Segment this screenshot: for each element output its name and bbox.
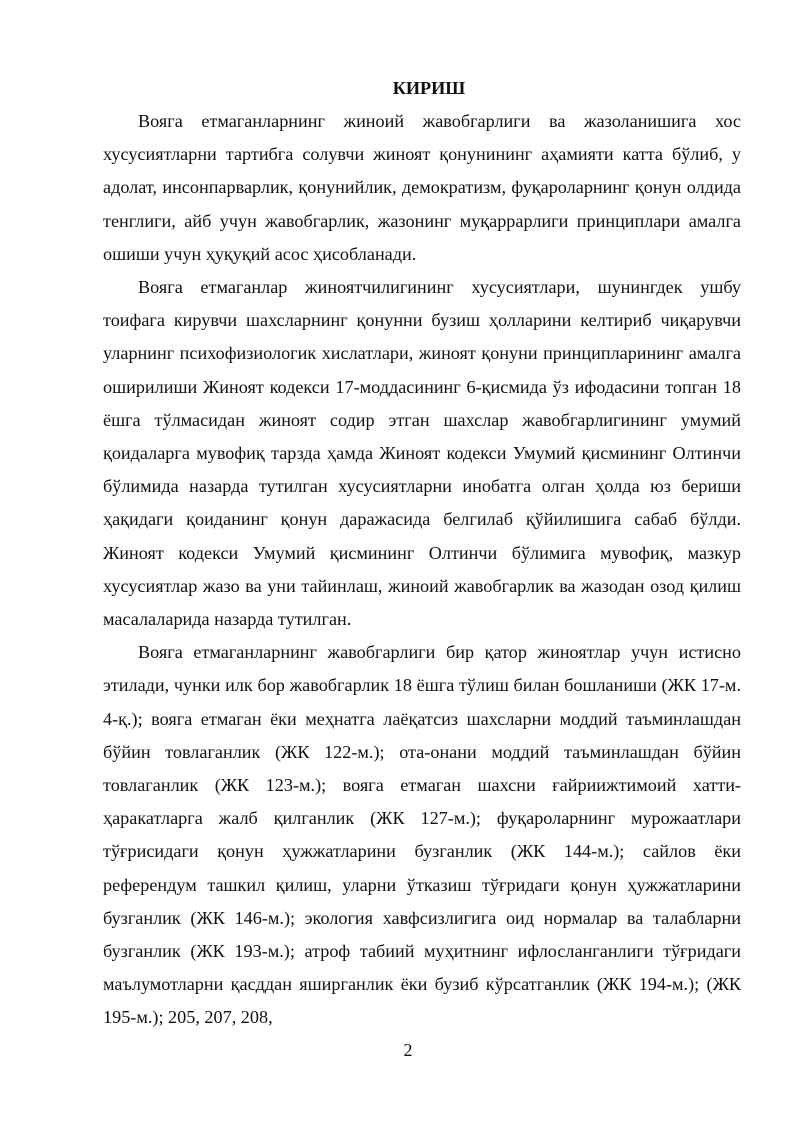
paragraph-1: Вояга етмаганларнинг жиноий жавобгарлиги ва жазоланишига хос хусусиятларни тартибга солувчи жиноят қонунининг аҳамияти катта бўлиб, у адолат, инсонпарварлик, қонунийлик, демократизм, фуқароларнинг қонун олдида тенглиги, айб учун жавобгарлик, жазонинг муқаррарлиги принциплари амалга ошиши учун ҳуқуқий асос ҳисобланади. — [103, 111, 741, 264]
paragraph-3: Вояга етмаганларнинг жавобгарлиги бир қатор жиноятлар учун истисно этилади, чунки илк бор жавобгарлик 18 ёшга тўлиш билан бошланиши (ЖК 17-м. 4-қ.); вояга етмаган ёки меҳнатга лаёқатсиз шахсларни моддий таъминлашдан бўйин товлаганлик (ЖК 122-м.); ота-онани моддий таъминлашдан бўйин товлаганлик (ЖК 123-м.); вояга етмаган шахсни ғайриижтимоий хатти-ҳаракатларга жалб қилганлик (ЖК 127-м.); фуқароларнинг мурожаатлари тўғрисидаги қонун ҳужжатларини бузганлик (ЖК 144-м.); сайлов ёки референдум ташкил қилиш, уларни ўтказиш тўғридаги қонун ҳужжатларини бузганлик (ЖК 146-м.); экология хавфсизлигига оид нормалар ва талабларни бузганлик (ЖК 193-м.); атроф табиий муҳитнинг ифлосланганлиги тўғридаги маълумотларни қасддан яширганлик ёки бузиб кўрсатганлик (ЖК 194-м.); (ЖК 195-м.); 205, 207, 208, — [103, 642, 741, 1028]
page-number: 2 — [403, 1040, 413, 1060]
page-title: КИРИШ — [392, 78, 466, 98]
paragraph-2: Вояга етмаганлар жиноятчилигининг хусусиятлари, шунингдек ушбу тоифага кирувчи шахсларнинг қонунни бузиш ҳолларини келтириб чиқарувчи уларнинг психофизиологик хислатлари, жиноят қонуни принципларининг амалга оширилиши Жиноят кодекси 17-моддасининг 6-қисмида ўз ифодасини топган 18 ёшга тўлмасидан жиноят содир этган шахслар жавобгарлигининг умумий қоидаларга мувофиқ тарзда ҳамда Жиноят кодекси Умумий қисмининг Олтинчи бўлимида назарда тутилган хусусиятларни инобатга олган ҳолда юз бериши ҳақидаги қоиданинг қонун даражасида белгилаб қўйилишига сабаб бўлди. Жиноят кодекси Умумий қисмининг Олтинчи бўлимига мувофиқ, мазкур хусусиятлар жазо ва уни тайинлаш, жиноий жавобгарлик ва жазодан озод қилиш масалаларида назарда тутилган. — [103, 277, 741, 630]
document-body — [103, 72, 741, 1035]
